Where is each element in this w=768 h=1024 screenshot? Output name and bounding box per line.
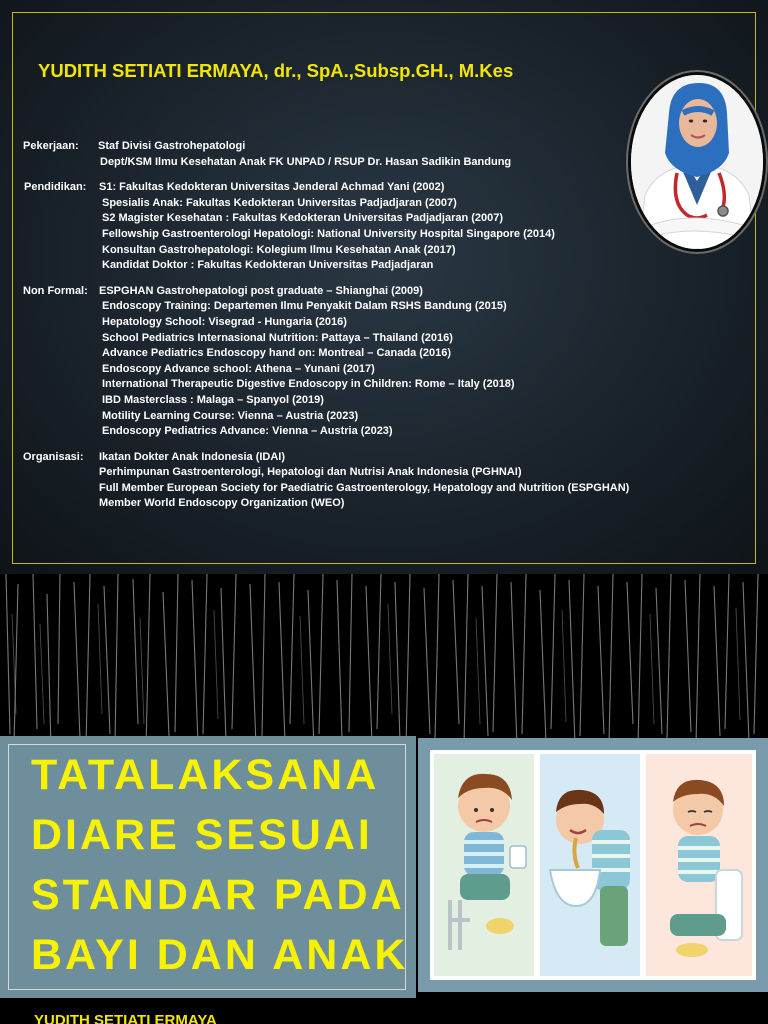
cv-line: Advance Pediatrics Endoscopy hand on: Montreal – Canada (2016): [102, 347, 452, 360]
cv-line: Endoscopy Pediatrics Advance: Vienna – Austria (2023): [102, 425, 393, 438]
title-line-3: STANDAR PADA: [31, 871, 405, 919]
title-slide: [0, 574, 768, 1024]
cv-line: S2 Magister Kesehatan : Fakultas Kedokteran Universitas Padjadjaran (2007): [102, 212, 504, 225]
cv-line: Kandidat Doktor : Fakultas Kedokteran Universitas Padjadjaran: [102, 259, 434, 272]
cv-line: S1: Fakultas Kedokteran Universitas Jenderal Achmad Yani (2002): [99, 181, 445, 194]
title-panel: [0, 736, 416, 998]
organisasi-label: Organisasi:: [23, 450, 84, 463]
cv-line: Spesialis Anak: Fakultas Kedokteran Universitas Padjadjaran (2007): [102, 196, 457, 209]
sick-children-illustration: [430, 750, 756, 980]
children-diarrhea-icon: [430, 750, 756, 980]
presenter-name: YUDITH SETIATI ERMAYA: [34, 1012, 217, 1024]
cv-line: Konsultan Gastrohepatologi: Kolegium Ilmu Kesehatan Anak (2017): [102, 243, 456, 256]
cv-line: Staf Divisi Gastrohepatologi: [98, 140, 246, 152]
illustration-panel: [418, 738, 768, 992]
nonformal-label: Non Formal:: [23, 284, 88, 297]
pendidikan-label: Pendidikan:: [24, 181, 87, 194]
cv-line: Motility Learning Course: Vienna – Austria (2023): [102, 409, 359, 422]
cv-line: Perhimpunan Gastroenterologi, Hepatologi dan Nutrisi Anak Indonesia (PGHNAI): [99, 466, 522, 479]
cv-line: Ikatan Dokter Anak Indonesia (IDAI): [99, 450, 286, 463]
cv-line: IBD Masterclass : Malaga – Spanyol (2019): [102, 393, 324, 406]
doctor-photo: [628, 72, 766, 252]
cv-line: Dept/KSM Ilmu Kesehatan Anak FK UNPAD / RSUP Dr. Hasan Sadikin Bandung: [100, 155, 512, 168]
cv-line: Fellowship Gastroenterologi Hepatologi: National University Hospital Singapore (2014): [102, 227, 555, 240]
cv-line: Hepatology School: Visegrad - Hungaria (2016): [102, 315, 347, 328]
cv-line: Member World Endoscopy Organization (WEO): [99, 497, 345, 510]
doctor-portrait-icon: [631, 75, 763, 249]
cv-line: Full Member European Society for Paediatric Gastroenterology, Hepatology and Nutrition (ESPGHAN): [99, 481, 630, 494]
title-frame: [8, 744, 409, 990]
title-line-2: DIARE SESUAI: [31, 811, 373, 859]
cv-line: ESPGHAN Gastrohepatologi post graduate – Shianghai (2009): [99, 284, 423, 297]
cv-line: School Pediatrics Internasional Nutrition: Pattaya – Thailand (2016): [102, 331, 453, 344]
cv-line: Endoscopy Advance school: Athena – Yunani (2017): [102, 362, 375, 375]
title-line-4: BAYI DAN ANAK: [31, 931, 409, 979]
cv-line: Endoscopy Training: Departemen Ilmu Penyakit Dalam RSHS Bandung (2015): [102, 300, 507, 313]
doctor-name-title: YUDITH SETIATI ERMAYA, dr., SpA.,Subsp.GH., M.Kes: [38, 60, 514, 81]
pekerjaan-label: Pekerjaan:: [23, 140, 79, 152]
title-line-1: TATALAKSANA: [31, 751, 380, 799]
cv-line: International Therapeutic Digestive Endoscopy in Children: Rome – Italy (2018): [102, 378, 515, 391]
